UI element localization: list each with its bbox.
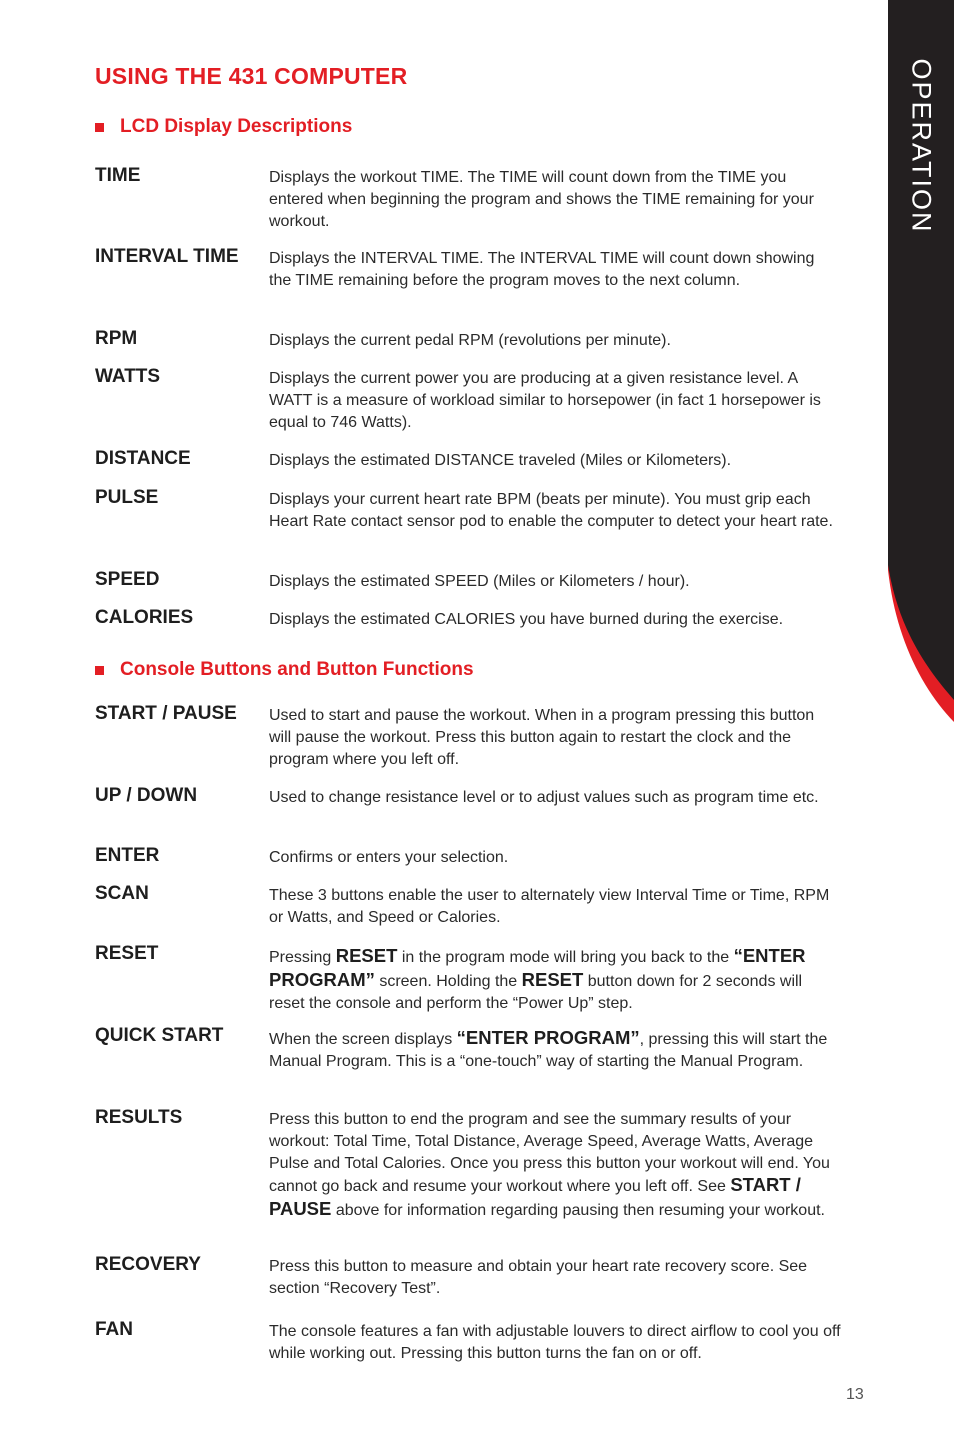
- term-time: TIME: [95, 165, 141, 186]
- desc-speed: Displays the estimated SPEED (Miles or Kilometers / hour).: [269, 573, 690, 590]
- page-title: USING THE 431 COMPUTER: [95, 63, 408, 89]
- desc-time: Displays the workout TIME. The TIME will count down from the TIME you entered when beginning the program and shows the TIME remaining for your workout.: [269, 169, 814, 230]
- desc-watts: Displays the current power you are producing at a given resistance level. A WATT is a measure of workload similar to horsepower (in fact 1 horsepower is equal to 746 Watts).: [269, 370, 821, 431]
- section-header-lcd: [95, 116, 352, 138]
- desc-fan: The console features a fan with adjustable louvers to direct airflow to cool you off while working out. Pressing this button turns the fan on or off.: [269, 1323, 841, 1362]
- square-bullet-icon: [95, 123, 104, 132]
- term-distance: DISTANCE: [95, 448, 191, 469]
- term-enter: ENTER: [95, 845, 160, 866]
- section-header-buttons: [95, 659, 474, 681]
- desc-enter: Confirms or enters your selection.: [269, 849, 509, 866]
- section-title: Console Buttons and Button Functions: [120, 659, 474, 680]
- desc-up-down: Used to change resistance level or to adjust values such as program time etc.: [269, 789, 819, 806]
- desc-start-pause: Used to start and pause the workout. When in a program pressing this button will pause the workout. Press this button again to restart the clock and the program where you left off.: [269, 707, 815, 768]
- section-title: LCD Display Descriptions: [120, 116, 353, 137]
- square-bullet-icon: [95, 666, 104, 675]
- desc-quick-start: When the screen displays “ENTER PROGRAM”, pressing this will start the Manual Program. This is a “one-touch” way of starting the Manual Program.: [269, 1027, 828, 1070]
- term-speed: SPEED: [95, 569, 160, 590]
- term-rpm: RPM: [95, 328, 138, 349]
- desc-calories: Displays the estimated CALORIES you have burned during the exercise.: [269, 611, 784, 628]
- sidebar-label: OPERATION: [906, 58, 937, 234]
- term-fan: FAN: [95, 1319, 133, 1340]
- desc-reset: Pressing RESET in the program mode will bring you back to the “ENTER PROGRAM” screen. Holding the RESET button down for 2 seconds will reset the console and perform the “Power Up” step.: [269, 945, 806, 1012]
- term-interval-time: INTERVAL TIME: [95, 246, 239, 267]
- desc-pulse: Displays your current heart rate BPM (beats per minute). You must grip each Heart Rate contact sensor pod to enable the computer to detect your heart rate.: [269, 491, 833, 530]
- term-start-pause: START / PAUSE: [95, 703, 237, 724]
- term-results: RESULTS: [95, 1107, 183, 1128]
- sidebar-tab: [888, 0, 954, 760]
- page-number: 13: [846, 1386, 864, 1403]
- term-calories: CALORIES: [95, 607, 194, 628]
- desc-interval-time: Displays the INTERVAL TIME. The INTERVAL TIME will count down showing the TIME remaining before the program moves to the next column.: [269, 250, 815, 289]
- desc-distance: Displays the estimated DISTANCE traveled (Miles or Kilometers).: [269, 452, 732, 469]
- term-reset: RESET: [95, 943, 159, 964]
- term-watts: WATTS: [95, 366, 161, 387]
- term-quick-start: QUICK START: [95, 1025, 224, 1046]
- term-up-down: UP / DOWN: [95, 785, 198, 806]
- term-recovery: RECOVERY: [95, 1254, 201, 1275]
- desc-scan: These 3 buttons enable the user to alternately view Interval Time or Time, RPM or Watts, and Speed or Calories.: [269, 887, 830, 926]
- desc-rpm: Displays the current pedal RPM (revolutions per minute).: [269, 332, 671, 349]
- desc-results: Press this button to end the program and see the summary results of your workout: Total Time, Total Distance, Average Speed, Average Watts, Average Pulse and Total Calories. Once you press this button your workout will end. You cannot go back and resume your workout where you left off. See START / PAUSE above for information regarding pausing then resuming your workout.: [269, 1111, 830, 1220]
- desc-recovery: Press this button to measure and obtain your heart rate recovery score. See section “Recovery Test”.: [269, 1258, 808, 1297]
- term-pulse: PULSE: [95, 487, 159, 508]
- term-scan: SCAN: [95, 883, 149, 904]
